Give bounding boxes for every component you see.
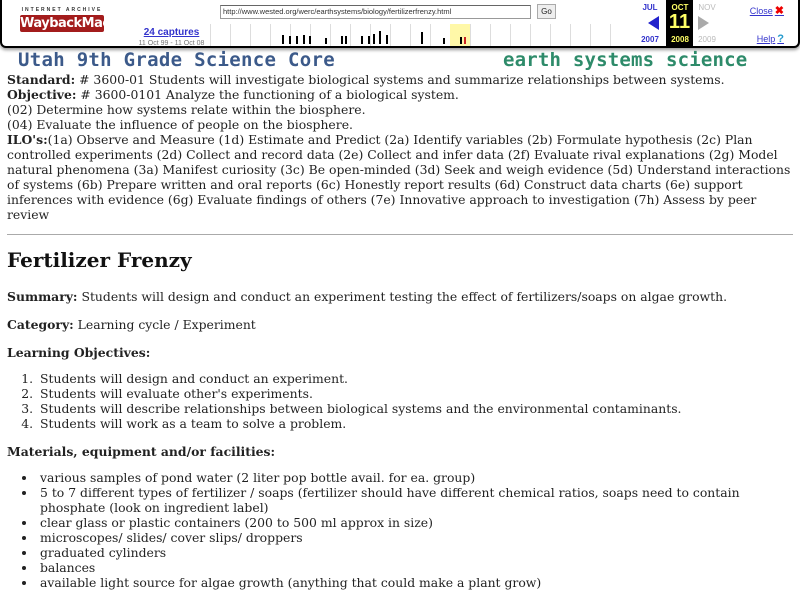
close-icon[interactable]: ✖ xyxy=(774,5,784,17)
summary-line xyxy=(7,289,793,304)
objective-item: 1. Students will design and conduct an experiment. xyxy=(37,371,793,386)
material-item: • graduated cylinders xyxy=(37,545,793,560)
next-month-label: NOV xyxy=(698,3,716,12)
help-icon[interactable]: ? xyxy=(777,33,784,45)
banner-utah-core: Utah 9th Grade Science Core xyxy=(18,49,335,71)
objective-item: 2. Students will evaluate other's experiments. xyxy=(37,386,793,401)
captures-range: 11 Oct 99 - 11 Oct 08 xyxy=(138,40,205,47)
material-item: • clear glass or plastic containers (200 to 500 ml approx in size) xyxy=(37,515,793,530)
prev-month-label[interactable]: JUL xyxy=(642,3,658,12)
banner-earth-systems: earth systems science xyxy=(503,49,748,71)
material-item: • balances xyxy=(37,560,793,575)
objective-item: 4. Students will work as a team to solve a problem. xyxy=(37,416,793,431)
close-label[interactable]: Close xyxy=(749,6,773,16)
captures-summary xyxy=(134,27,209,47)
prev-arrow-icon[interactable] xyxy=(648,16,659,30)
current-year-label: 2008 xyxy=(671,35,689,44)
ilo-label: ILO's: xyxy=(7,132,48,147)
current-day-label: 11 xyxy=(668,11,691,33)
help-button[interactable] xyxy=(757,33,784,45)
material-item: • microscopes/ slides/ cover slips/ droppers xyxy=(37,530,793,545)
learning-objectives-heading: Learning Objectives: xyxy=(7,345,151,360)
captures-link[interactable]: 24 captures xyxy=(143,27,200,38)
wayback-logo[interactable] xyxy=(20,7,140,32)
category-label: Category: xyxy=(7,317,74,332)
material-item: • available light source for algae growth (anything that could make a plant grow) xyxy=(37,575,793,590)
learning-objectives-list xyxy=(7,371,793,431)
standard-line xyxy=(7,72,793,87)
url-input[interactable]: http://www.wested.org/werc/earthsystems/biology/fertilizerfrenzy.html xyxy=(220,5,531,19)
go-button[interactable]: Go xyxy=(537,4,556,19)
page-banner xyxy=(0,49,800,73)
month-navigator xyxy=(634,0,724,46)
page-title: Fertilizer Frenzy xyxy=(7,248,192,272)
prev-year-label[interactable]: 2007 xyxy=(641,35,659,44)
materials-heading: Materials, equipment and/or facilities: xyxy=(7,444,276,459)
objective-line xyxy=(7,87,793,102)
objective-item: 3. Students will describe relationships between biological systems and the environmental contaminants. xyxy=(37,401,793,416)
wayback-toolbar xyxy=(0,0,800,48)
objective-04: (04) Evaluate the influence of people on the biosphere. xyxy=(7,117,353,132)
material-item: • various samples of pond water (2 liter pop bottle avail. for ea. group) xyxy=(37,470,793,485)
summary-text: Students will design and conduct an experiment testing the effect of fertilizers/soaps on algae growth. xyxy=(77,289,728,304)
next-year-label: 2009 xyxy=(698,35,716,44)
close-button[interactable] xyxy=(750,4,784,17)
material-item: • 5 to 7 different types of fertilizer / soaps (fertilizer should have different chemical ratios, soaps need to contain phosphate (look on ingredient label) xyxy=(37,485,793,515)
standard-text: # 3600-01 Students will investigate biological systems and summarize relationships between systems. xyxy=(75,72,725,87)
current-month-label: OCT xyxy=(671,3,689,12)
help-label[interactable]: Help xyxy=(756,34,776,44)
category-text: Learning cycle / Experiment xyxy=(73,317,256,332)
category-line xyxy=(7,317,793,332)
wayback-machine-logo: WaybackMachine xyxy=(20,16,140,31)
materials-list xyxy=(7,470,793,590)
capture-sparkline[interactable] xyxy=(210,24,612,46)
page-content xyxy=(7,72,793,590)
objective-02: (02) Determine how systems relate within the biosphere. xyxy=(7,102,366,117)
ilo-line xyxy=(7,132,793,222)
standard-label: Standard: xyxy=(7,72,76,87)
internet-archive-label: INTERNET ARCHIVE xyxy=(21,7,103,13)
current-capture-date xyxy=(666,0,693,46)
objective-label: Objective: xyxy=(7,87,77,102)
ilo-text: (1a) Observe and Measure (1d) Estimate and Predict (2a) Identify variables (2b) Formulate hypothesis (2c) Plan controlled experiments (2d) Collect and record data (2e) Collect and infer data (2f) Evaluate rival explanations (2g) Model natural phenomena (3a) Manifest curiosity (3c) Be open-minded (3d) Seek and weigh evidence (5d) Understand interactions of systems (6b) Prepare written and oral reports (6c) Honestly report results (6d) Construct data charts (6e) support inferences with evidence (6g) Evaluate findings of others (7e) Innovative approach to investigation (7h) Assess by peer review xyxy=(7,132,791,222)
next-arrow-icon xyxy=(698,16,709,30)
summary-label: Summary: xyxy=(7,289,78,304)
section-divider xyxy=(7,234,793,235)
objective-text: # 3600-0101 Analyze the functioning of a biological system. xyxy=(76,87,459,102)
